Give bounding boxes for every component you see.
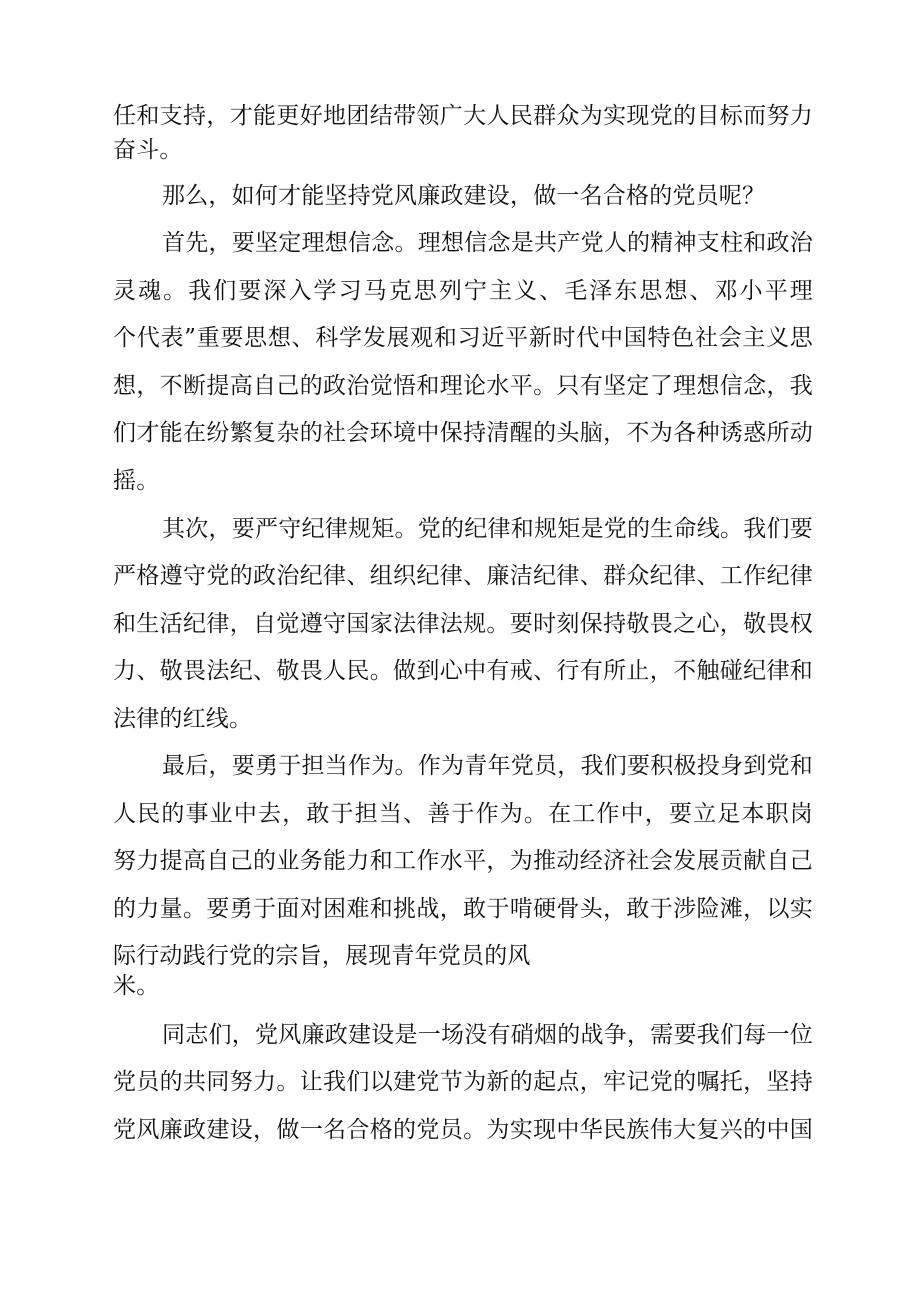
text-line-22: 党员的共同努力。让我们以建党节为新的起点，牢记党的嘱托，坚持 [113,1069,813,1095]
text-line-7: 想，不断提高自己的政治觉悟和理论水平。只有坚定了理想信念，我 [113,373,813,399]
text-line-12: 和生活纪律，自觉遵守国家法律法规。要时刻保持敬畏之心，敬畏权 [113,611,813,637]
text-line-21: 同志们，党风廉政建设是一场没有硝烟的战争，需要我们每一位 [162,1022,813,1048]
text-line-6: 个代表”重要思想、科学发展观和习近平新时代中国特色社会主义思 [113,325,813,351]
text-line-18: 的力量。要勇于面对困难和挑战，敢于啃硬骨头，敢于涉险滩，以实 [113,896,813,922]
text-line-1: 任和支持，才能更好地团结带领广大人民群众为实现党的目标而努力 [113,103,813,129]
text-line-17: 努力提高自己的业务能力和工作水平，为推动经济社会发展贡献自己 [113,848,813,874]
text-line-15: 最后，要勇于担当作为。作为青年党员，我们要积极投身到党和 [162,753,813,779]
text-line-10: 其次，要严守纪律规矩。党的纪律和规矩是党的生命线。我们要 [162,516,813,542]
text-line-23: 党风廉政建设，做一名合格的党员。为实现中华民族伟大复兴的中国 [113,1117,813,1143]
text-line-3: 那么，如何才能坚持党风廉政建设，做一名合格的党员呢？ [162,183,766,209]
text-line-9: 摇。 [113,468,160,494]
text-line-11: 严格遵守党的政治纪律、组织纪律、廉洁纪律、群众纪律、工作纪律 [113,563,813,589]
text-line-14: 法律的红线。 [113,706,253,732]
text-line-4: 首先，要坚定理想信念。理想信念是共产党人的精神支柱和政治 [162,230,813,256]
text-line-16: 人民的事业中去，敢于担当、善于作为。在工作中，要立足本职岗 [113,801,813,827]
text-line-5: 灵魂。我们要深入学习马克思列宁主义、毛泽东思想、邓小平理 [113,278,813,304]
text-line-2: 奋斗。 [113,137,183,163]
text-line-8: 们才能在纷繁复杂的社会环境中保持清醒的头脑，不为各种诱惑所动 [113,420,813,446]
text-line-19: 际行动践行党的宗旨，展现青年党员的风 [113,943,531,969]
text-line-20: 米。 [113,973,160,999]
text-line-13: 力、敬畏法纪、敬畏人民。做到心中有戒、行有所止，不触碰纪律和 [113,658,813,684]
